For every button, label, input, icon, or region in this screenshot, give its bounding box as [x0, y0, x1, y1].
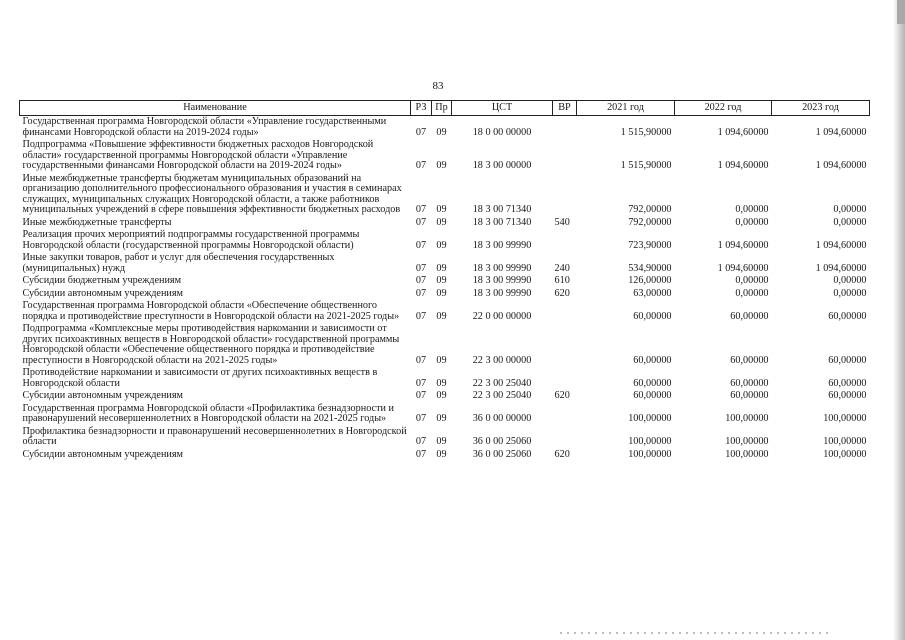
- row-pr: 09: [436, 275, 447, 286]
- row-2021: 60,00000: [633, 354, 672, 366]
- row-pr: 09: [436, 216, 447, 228]
- table-header-row: [20, 101, 870, 116]
- row-vr: [553, 426, 577, 449]
- scan-edge-shadow: [893, 0, 905, 640]
- row-2022: 0,00000: [735, 287, 769, 299]
- row-2023: 1 094,60000: [815, 262, 867, 274]
- row-2021: 60,00000: [633, 310, 672, 322]
- row-rz: 07: [415, 126, 427, 138]
- row-name: Иные закупки товаров, работ и услуг для обеспечения государственных (муниципальных) нужд: [22, 252, 335, 274]
- row-2023: 1 094,60000: [815, 126, 867, 138]
- row-vr: [553, 229, 577, 252]
- row-2022: 60,00000: [730, 310, 769, 322]
- row-name: Реализация прочих мероприятий подпрограммы государственной программы Новгородской области (государственной программы Новгородской области): [22, 229, 360, 251]
- row-cst: 36 0 00 25060: [472, 436, 532, 447]
- row-pr: 09: [436, 354, 447, 366]
- row-2022: 100,00000: [725, 436, 769, 447]
- row-2022: 60,00000: [730, 354, 769, 366]
- table-row: [20, 252, 870, 275]
- row-rz: 07: [415, 262, 427, 274]
- row-name: Субсидии автономным учреждениям: [22, 287, 183, 299]
- row-cst: 22 0 00 00000: [472, 310, 532, 322]
- row-pr: 09: [436, 204, 447, 215]
- row-rz: 07: [415, 160, 427, 171]
- row-rz: 07: [415, 239, 427, 251]
- row-vr: [553, 116, 577, 140]
- row-2021: 63,00000: [633, 287, 672, 299]
- row-cst: 22 3 00 25040: [472, 377, 532, 389]
- row-2021: 534,90000: [628, 262, 672, 274]
- row-2023: 60,00000: [828, 354, 867, 366]
- row-pr: 09: [436, 126, 447, 138]
- row-cst: 18 3 00 71340: [472, 204, 532, 215]
- header-vr: ВР: [553, 101, 577, 116]
- row-cst: 18 3 00 99990: [472, 262, 532, 274]
- row-2021: 60,00000: [633, 390, 672, 401]
- row-rz: 07: [415, 354, 427, 366]
- table-row: [20, 288, 870, 301]
- row-vr: [553, 367, 577, 390]
- table-row: [20, 300, 870, 323]
- row-pr: 09: [436, 377, 447, 389]
- row-cst: 18 3 00 99990: [472, 287, 532, 299]
- row-cst: 36 0 00 00000: [472, 413, 532, 424]
- row-pr: 09: [436, 310, 447, 322]
- row-name: Субсидии бюджетным учреждениям: [22, 275, 182, 286]
- row-2021: 100,00000: [628, 448, 672, 460]
- row-cst: 36 0 00 25060: [472, 448, 532, 460]
- table-row: [20, 116, 870, 140]
- header-2023: 2023 год: [772, 101, 870, 116]
- row-rz: 07: [415, 413, 427, 424]
- header-rz: РЗ: [411, 101, 432, 116]
- row-vr: [553, 323, 577, 367]
- row-name: Иные межбюджетные трансферты: [22, 216, 172, 228]
- row-cst: 18 3 00 99990: [472, 275, 532, 286]
- table-row: [20, 426, 870, 449]
- row-vr: 240: [554, 262, 570, 274]
- row-name: Субсидии автономным учреждениям: [22, 390, 183, 401]
- row-2023: 0,00000: [833, 275, 867, 286]
- row-rz: 07: [415, 204, 427, 215]
- row-rz: 07: [415, 287, 427, 299]
- header-pr: Пр: [432, 101, 452, 116]
- row-rz: 07: [415, 448, 427, 460]
- row-2023: 60,00000: [828, 377, 867, 389]
- header-name: Наименование: [20, 101, 411, 116]
- row-name: Профилактика безнадзорности и правонарушений несовершеннолетних в Новгородской области: [22, 425, 407, 447]
- page-number: 83: [432, 80, 444, 92]
- row-2021: 1 515,90000: [620, 160, 672, 171]
- row-rz: 07: [415, 390, 427, 401]
- row-rz: 07: [415, 216, 427, 228]
- scan-noise-strip: [560, 632, 830, 634]
- row-rz: 07: [415, 275, 427, 286]
- table-row: [20, 390, 870, 403]
- row-2021: 60,00000: [633, 377, 672, 389]
- row-2022: 0,00000: [735, 275, 769, 286]
- row-vr: [553, 403, 577, 426]
- row-name: Подпрограмма «Комплексные меры противодействия наркомании и зависимости от других психоактивных веществ в Новгородской области» государственной программы Новгородской области «Обеспечение общественного порядка и противодействие преступности в Новгородской области на 2021-2025 годы»: [22, 323, 400, 366]
- row-2021: 126,00000: [628, 275, 672, 286]
- row-vr: [553, 139, 577, 173]
- row-name: Подпрограмма «Повышение эффективности бюджетных расходов Новгородской области» государственной программы Новгородской области «Управление государственными финансами Новгородской области на 2019-2024 годы»: [22, 139, 374, 171]
- row-pr: 09: [436, 390, 447, 401]
- header-2021: 2021 год: [577, 101, 675, 116]
- row-pr: 09: [436, 413, 447, 424]
- table-row: [20, 229, 870, 252]
- row-2021: 100,00000: [628, 413, 672, 424]
- row-2023: 0,00000: [833, 287, 867, 299]
- row-vr: 540: [554, 216, 570, 228]
- row-2023: 0,00000: [833, 204, 867, 215]
- header-2022: 2022 год: [675, 101, 772, 116]
- row-name: Противодействие наркомании и зависимости от других психоактивных веществ в Новгородской области: [22, 367, 378, 389]
- row-2023: 100,00000: [823, 448, 867, 460]
- row-pr: 09: [436, 262, 447, 274]
- row-cst: 18 3 00 00000: [472, 160, 532, 171]
- row-cst: 22 3 00 00000: [472, 354, 532, 366]
- budget-table: [19, 100, 870, 461]
- row-pr: 09: [436, 160, 447, 171]
- row-vr: 620: [554, 448, 570, 460]
- table-row: [20, 449, 870, 462]
- row-name: Государственная программа Новгородской области «Профилактика безнадзорности и правонарушений несовершеннолетних в Новгородской области на 2021-2025 годы»: [22, 402, 394, 424]
- row-pr: 09: [436, 448, 447, 460]
- row-2022: 1 094,60000: [717, 126, 769, 138]
- row-pr: 09: [436, 287, 447, 299]
- table-row: [20, 139, 870, 173]
- row-2021: 792,00000: [628, 216, 672, 228]
- row-cst: 18 3 00 99990: [472, 239, 532, 251]
- row-cst: 18 0 00 00000: [472, 126, 532, 138]
- header-cst: ЦСТ: [452, 101, 553, 116]
- row-rz: 07: [415, 436, 427, 447]
- row-pr: 09: [436, 436, 447, 447]
- row-name: Государственная программа Новгородской области «Управление государственными финансами Новгородской области на 2019-2024 годы»: [22, 116, 387, 138]
- row-2023: 60,00000: [828, 390, 867, 401]
- table-row: [20, 217, 870, 230]
- row-2023: 100,00000: [823, 413, 867, 424]
- row-2023: 60,00000: [828, 310, 867, 322]
- row-2022: 100,00000: [725, 448, 769, 460]
- row-name: Государственная программа Новгородской области «Обеспечение общественного порядка и противодействие преступности в Новгородской области на 2021-2025 годы»: [22, 300, 400, 322]
- row-2022: 60,00000: [730, 390, 769, 401]
- row-2022: 1 094,60000: [717, 239, 769, 251]
- row-rz: 07: [415, 377, 427, 389]
- table-row: [20, 367, 870, 390]
- row-2023: 1 094,60000: [815, 239, 867, 251]
- row-2022: 1 094,60000: [717, 160, 769, 171]
- table-row: [20, 275, 870, 288]
- row-name: Иные межбюджетные трансферты бюджетам муниципальных образований на организацию дополнительного профессионального образования и участия в семинарах служащих, муниципальных служащих Новгородской области, а также работников муниципальных учреждений в сфере повышения эффективности бюджетных расходов: [22, 172, 402, 215]
- row-2022: 1 094,60000: [717, 262, 769, 274]
- row-2021: 792,00000: [628, 204, 672, 215]
- row-2023: 1 094,60000: [815, 160, 867, 171]
- row-2021: 723,90000: [628, 239, 672, 251]
- row-vr: [553, 173, 577, 217]
- row-cst: 22 3 00 25040: [472, 390, 532, 401]
- row-2022: 0,00000: [735, 204, 769, 215]
- row-pr: 09: [436, 239, 447, 251]
- scan-edge-corner: [897, 0, 905, 24]
- table-row: [20, 323, 870, 367]
- row-vr: 620: [554, 287, 570, 299]
- row-vr: 620: [554, 390, 570, 401]
- table-row: [20, 173, 870, 217]
- table-row: [20, 403, 870, 426]
- row-2023: 0,00000: [833, 216, 867, 228]
- row-2022: 100,00000: [725, 413, 769, 424]
- row-2023: 100,00000: [823, 436, 867, 447]
- row-vr: 610: [554, 275, 570, 286]
- row-cst: 18 3 00 71340: [472, 216, 532, 228]
- row-2022: 0,00000: [735, 216, 769, 228]
- row-2021: 100,00000: [628, 436, 672, 447]
- row-2022: 60,00000: [730, 377, 769, 389]
- row-vr: [553, 300, 577, 323]
- row-name: Субсидии автономным учреждениям: [22, 448, 183, 460]
- row-rz: 07: [415, 310, 427, 322]
- row-2021: 1 515,90000: [620, 126, 672, 138]
